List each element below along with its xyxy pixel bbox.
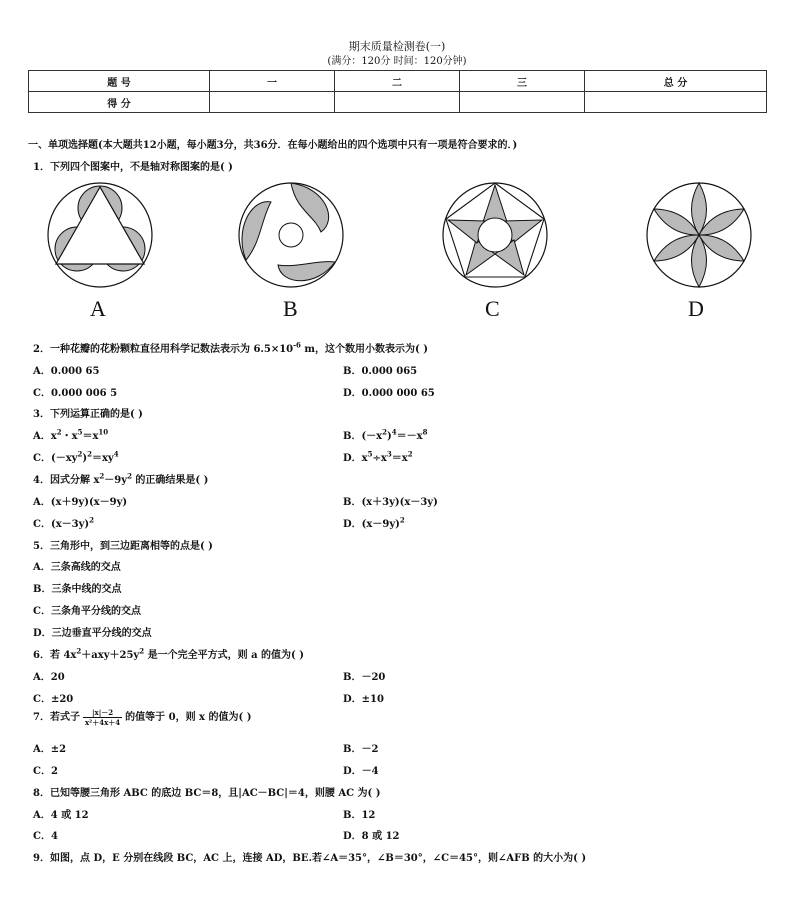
score-cell: 一 [210, 71, 335, 92]
figure-label-c: C [485, 296, 500, 321]
score-table-header-row [29, 71, 767, 92]
q6-option-b[interactable]: B．－20 [343, 672, 386, 683]
score-input-cell[interactable] [335, 92, 460, 113]
score-table [28, 70, 767, 113]
question-4: 4．因式分解 $x^2-9y^2$ 的正确结果是( ) [33, 471, 209, 486]
page-title: 期末质量检测卷(一) [348, 40, 446, 53]
question-6: 6．若 $4x^2+axy+25y^2$ 是一个完全平方式，则 a 的值为( ) [33, 646, 304, 661]
q2-option-b[interactable]: B．0.000 065 [343, 366, 418, 377]
q7-option-d[interactable]: D．－4 [343, 766, 379, 777]
q8-option-d[interactable]: D．8 或 12 [343, 831, 400, 842]
q7-option-a[interactable]: A．±2 [33, 744, 67, 755]
figure-label-d: D [688, 296, 704, 321]
q5-option-a[interactable]: A．三条高线的交点 [33, 562, 121, 573]
q3-option-b[interactable]: B．$(-x^2)^4=-x^8$ [343, 427, 428, 442]
score-input-cell[interactable] [460, 92, 585, 113]
question-2: 2．一种花瓣的花粉颗粒直径用科学记数法表示为 $6.5\times 10^{-6}$ m，这个数用小数表示为( ) [33, 340, 428, 355]
q6-option-c[interactable]: C．±20 [33, 694, 74, 705]
question-7: 7．若式子 $\frac{|x|-2}{\text{x²＋4x＋4}}$ 的值等于 0，则 x 的值为( ) [33, 708, 252, 727]
q2-option-a[interactable]: A．0.000 65 [33, 366, 100, 377]
q4-option-a[interactable]: A．(x＋9y)(x－9y) [33, 497, 128, 508]
q2-option-d[interactable]: D．0.000 000 65 [343, 388, 435, 399]
score-table-score-row [29, 92, 767, 113]
figure-d [644, 180, 754, 290]
score-input-cell[interactable] [585, 92, 767, 113]
figure-b [236, 180, 346, 290]
score-input-cell[interactable] [210, 92, 335, 113]
q8-option-b[interactable]: B．12 [343, 810, 376, 821]
q3-option-c[interactable]: C．$(-xy^2)^2=xy^4$ [33, 449, 119, 464]
q2-option-c[interactable]: C．0.000 006 5 [33, 388, 118, 399]
q4-option-c[interactable]: C．$(x-3y)^2$ [33, 515, 95, 530]
exam-info: (满分：120分 时间：120分钟) [327, 56, 467, 67]
figure-label-a: A [90, 296, 106, 321]
fraction: $\frac{|x|-2}{\text{x²＋4x＋4}}$ [84, 708, 121, 727]
score-cell: 得 分 [29, 92, 210, 113]
section-heading: 一、单项选择题(本大题共12小题，每小题3分，共36分．在每小题给出的四个选项中只有一项是符合要求的．) [28, 140, 518, 151]
q5-option-c[interactable]: C．三条角平分线的交点 [33, 606, 141, 617]
q3-option-a[interactable]: A．$x^2$・$x^5=x^{10}$ [33, 427, 109, 442]
q5-option-d[interactable]: D．三边垂直平分线的交点 [33, 628, 152, 639]
question-9: 9．如图，点 D，E 分别在线段 BC，AC 上，连接 AD，BE.若∠A＝35°，∠B＝30°，∠C＝45°，则∠AFB 的大小为( ) [33, 853, 587, 864]
question-3: 3．下列运算正确的是( ) [33, 409, 143, 420]
question-1: 1．下列四个图案中，不是轴对称图案的是( ) [33, 162, 233, 173]
q6-option-a[interactable]: A．20 [33, 672, 65, 683]
q7-option-b[interactable]: B．－2 [343, 744, 379, 755]
question-5: 5．三角形中，到三边距离相等的点是( ) [33, 541, 213, 552]
q3-option-d[interactable]: D．$x^5\div x^3=x^2$ [343, 449, 413, 464]
score-cell: 题 号 [29, 71, 210, 92]
score-cell: 二 [335, 71, 460, 92]
figure-label-b: B [283, 296, 298, 321]
q6-option-d[interactable]: D．±10 [343, 694, 384, 705]
q4-option-d[interactable]: D．$(x-9y)^2$ [343, 515, 405, 530]
q8-option-a[interactable]: A．4 或 12 [33, 810, 89, 821]
q8-option-c[interactable]: C．4 [33, 831, 58, 842]
q5-option-b[interactable]: B．三条中线的交点 [33, 584, 122, 595]
figure-c [440, 180, 550, 290]
figure-a [45, 180, 155, 290]
q7-option-c[interactable]: C．2 [33, 766, 58, 777]
question-8: 8．已知等腰三角形 ABC 的底边 BC＝8，且|AC－BC|＝4，则腰 AC 为( ) [33, 788, 381, 799]
score-cell: 三 [460, 71, 585, 92]
score-cell: 总 分 [585, 71, 767, 92]
q4-option-b[interactable]: B．(x＋3y)(x－3y) [343, 497, 438, 508]
